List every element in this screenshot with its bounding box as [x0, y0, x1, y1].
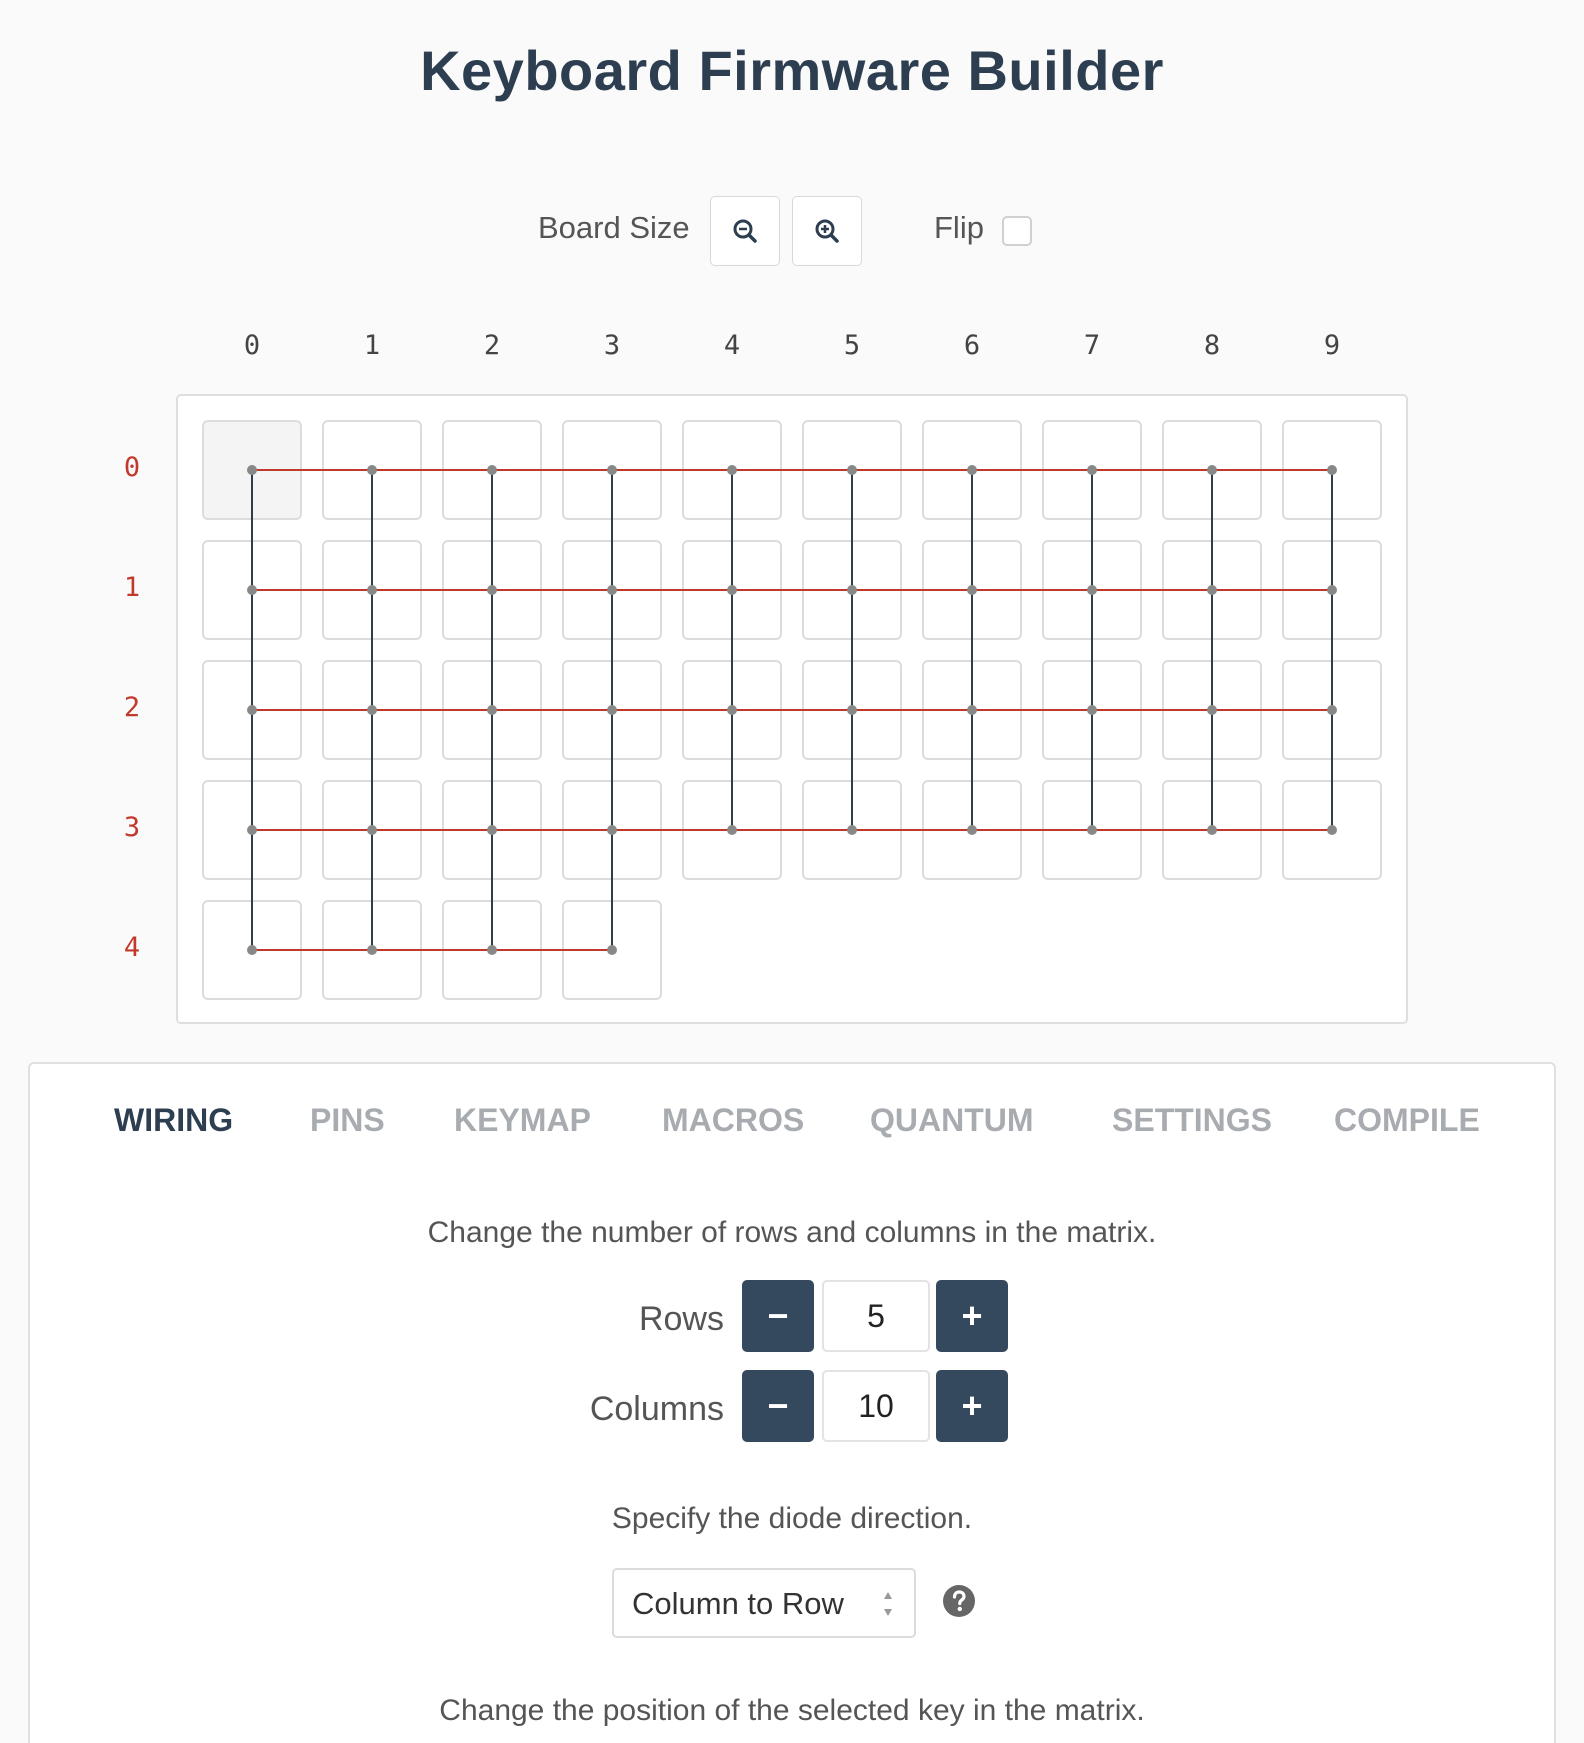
column-headers	[0, 330, 1584, 370]
key-r0-c1[interactable]	[322, 420, 422, 520]
board-controls	[0, 196, 1584, 268]
key-r4-c2[interactable]	[442, 900, 542, 1000]
column-header-9: 9	[1323, 330, 1341, 361]
key-r1-c4[interactable]	[682, 540, 782, 640]
key-r4-c0[interactable]	[202, 900, 302, 1000]
zoom-in-icon	[814, 218, 840, 244]
tab-pins[interactable]: PINS	[310, 1102, 385, 1138]
zoom-in-button[interactable]	[792, 196, 862, 266]
keyboard-matrix-board	[176, 394, 1408, 1024]
key-r2-c9[interactable]	[1282, 660, 1382, 760]
tab-bar	[30, 1102, 1554, 1152]
flip-label: Flip	[934, 210, 984, 245]
tab-compile[interactable]: COMPILE	[1334, 1102, 1480, 1138]
column-header-0: 0	[243, 330, 261, 361]
key-r3-c2[interactable]	[442, 780, 542, 880]
key-r0-c7[interactable]	[1042, 420, 1142, 520]
key-r1-c3[interactable]	[562, 540, 662, 640]
zoom-out-icon	[732, 218, 758, 244]
key-r1-c0[interactable]	[202, 540, 302, 640]
config-panel	[28, 1062, 1556, 1743]
key-r0-c9[interactable]	[1282, 420, 1382, 520]
column-header-1: 1	[363, 330, 381, 361]
diode-direction-select[interactable]	[612, 1568, 916, 1638]
rows-decrement-button[interactable]: −	[742, 1280, 814, 1352]
key-r2-c8[interactable]	[1162, 660, 1262, 760]
column-header-2: 2	[483, 330, 501, 361]
position-instruction: Change the position of the selected key in the matrix.	[439, 1694, 1145, 1727]
column-header-5: 5	[843, 330, 861, 361]
columns-input[interactable]	[822, 1370, 930, 1442]
key-r3-c1[interactable]	[322, 780, 422, 880]
key-r3-c8[interactable]	[1162, 780, 1262, 880]
row-header-0: 0	[123, 452, 141, 483]
key-r1-c5[interactable]	[802, 540, 902, 640]
diode-instruction: Specify the diode direction.	[611, 1502, 973, 1535]
tab-quantum[interactable]: QUANTUM	[870, 1102, 1034, 1138]
column-header-3: 3	[603, 330, 621, 361]
column-header-7: 7	[1083, 330, 1101, 361]
key-r2-c3[interactable]	[562, 660, 662, 760]
row-header-1: 1	[123, 572, 141, 603]
key-r4-c1[interactable]	[322, 900, 422, 1000]
key-r2-c0[interactable]	[202, 660, 302, 760]
key-r0-c4[interactable]	[682, 420, 782, 520]
key-r3-c7[interactable]	[1042, 780, 1142, 880]
tab-macros[interactable]: MACROS	[662, 1102, 805, 1138]
row-header-2: 2	[123, 692, 141, 723]
key-r3-c6[interactable]	[922, 780, 1022, 880]
row-header-4: 4	[123, 932, 141, 963]
tab-settings[interactable]: SETTINGS	[1112, 1102, 1273, 1138]
key-r2-c2[interactable]	[442, 660, 542, 760]
key-r1-c9[interactable]	[1282, 540, 1382, 640]
key-r0-c3[interactable]	[562, 420, 662, 520]
key-r1-c8[interactable]	[1162, 540, 1262, 640]
tab-wiring[interactable]: WIRING	[114, 1102, 234, 1138]
zoom-out-button[interactable]	[710, 196, 780, 266]
key-r1-c7[interactable]	[1042, 540, 1142, 640]
key-r3-c0[interactable]	[202, 780, 302, 880]
column-header-6: 6	[963, 330, 981, 361]
column-header-4: 4	[723, 330, 741, 361]
rows-increment-button[interactable]: +	[936, 1280, 1008, 1352]
matrix-instruction: Change the number of rows and columns in the matrix.	[427, 1216, 1157, 1249]
select-arrows-icon	[882, 1586, 894, 1622]
key-r2-c4[interactable]	[682, 660, 782, 760]
columns-decrement-button[interactable]: −	[742, 1370, 814, 1442]
help-icon[interactable]	[942, 1584, 976, 1618]
board-size-label: Board Size	[538, 210, 690, 245]
diode-direction-value: Column to Row	[632, 1586, 844, 1621]
key-r2-c7[interactable]	[1042, 660, 1142, 760]
rows-input[interactable]	[822, 1280, 930, 1352]
key-r2-c1[interactable]	[322, 660, 422, 760]
page-title: Keyboard Firmware Builder	[420, 39, 1164, 102]
key-r3-c4[interactable]	[682, 780, 782, 880]
key-r4-c3[interactable]	[562, 900, 662, 1000]
tab-keymap[interactable]: KEYMAP	[454, 1102, 591, 1138]
key-r1-c1[interactable]	[322, 540, 422, 640]
key-r3-c3[interactable]	[562, 780, 662, 880]
key-r0-c2[interactable]	[442, 420, 542, 520]
key-r0-c0[interactable]	[202, 420, 302, 520]
key-r1-c6[interactable]	[922, 540, 1022, 640]
key-r2-c6[interactable]	[922, 660, 1022, 760]
rows-label: Rows	[638, 1300, 724, 1338]
columns-increment-button[interactable]: +	[936, 1370, 1008, 1442]
key-r0-c5[interactable]	[802, 420, 902, 520]
key-r3-c9[interactable]	[1282, 780, 1382, 880]
row-header-3: 3	[123, 812, 141, 843]
key-r0-c6[interactable]	[922, 420, 1022, 520]
key-r1-c2[interactable]	[442, 540, 542, 640]
key-r2-c5[interactable]	[802, 660, 902, 760]
columns-label: Columns	[589, 1390, 724, 1428]
key-r3-c5[interactable]	[802, 780, 902, 880]
key-r0-c8[interactable]	[1162, 420, 1262, 520]
flip-checkbox[interactable]	[1002, 216, 1032, 246]
column-header-8: 8	[1203, 330, 1221, 361]
